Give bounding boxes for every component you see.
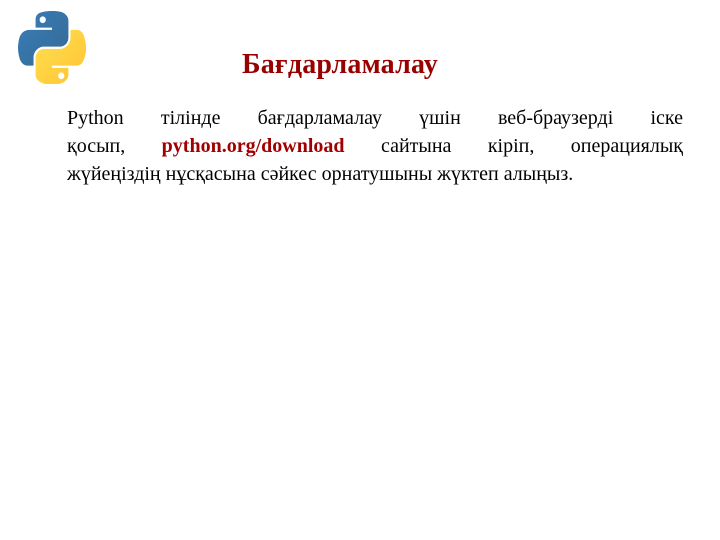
paragraph-line-2-after: сайтына кіріп, операциялық	[380, 135, 684, 157]
paragraph-line-2	[67, 132, 683, 160]
paragraph-line-3: жүйеңіздің нұсқасына сәйкес орнатушыны жүктеп алыңыз.	[67, 163, 574, 185]
slide-title: Бағдарламалау	[242, 49, 438, 80]
slide-body-paragraph	[67, 104, 683, 188]
paragraph-line-1: Python тілінде бағдарламалау үшін веб-браузерді іске	[67, 107, 683, 129]
paragraph-line-2-before: қосып,	[67, 135, 126, 157]
python-download-url-text: python.org/download	[161, 135, 345, 157]
